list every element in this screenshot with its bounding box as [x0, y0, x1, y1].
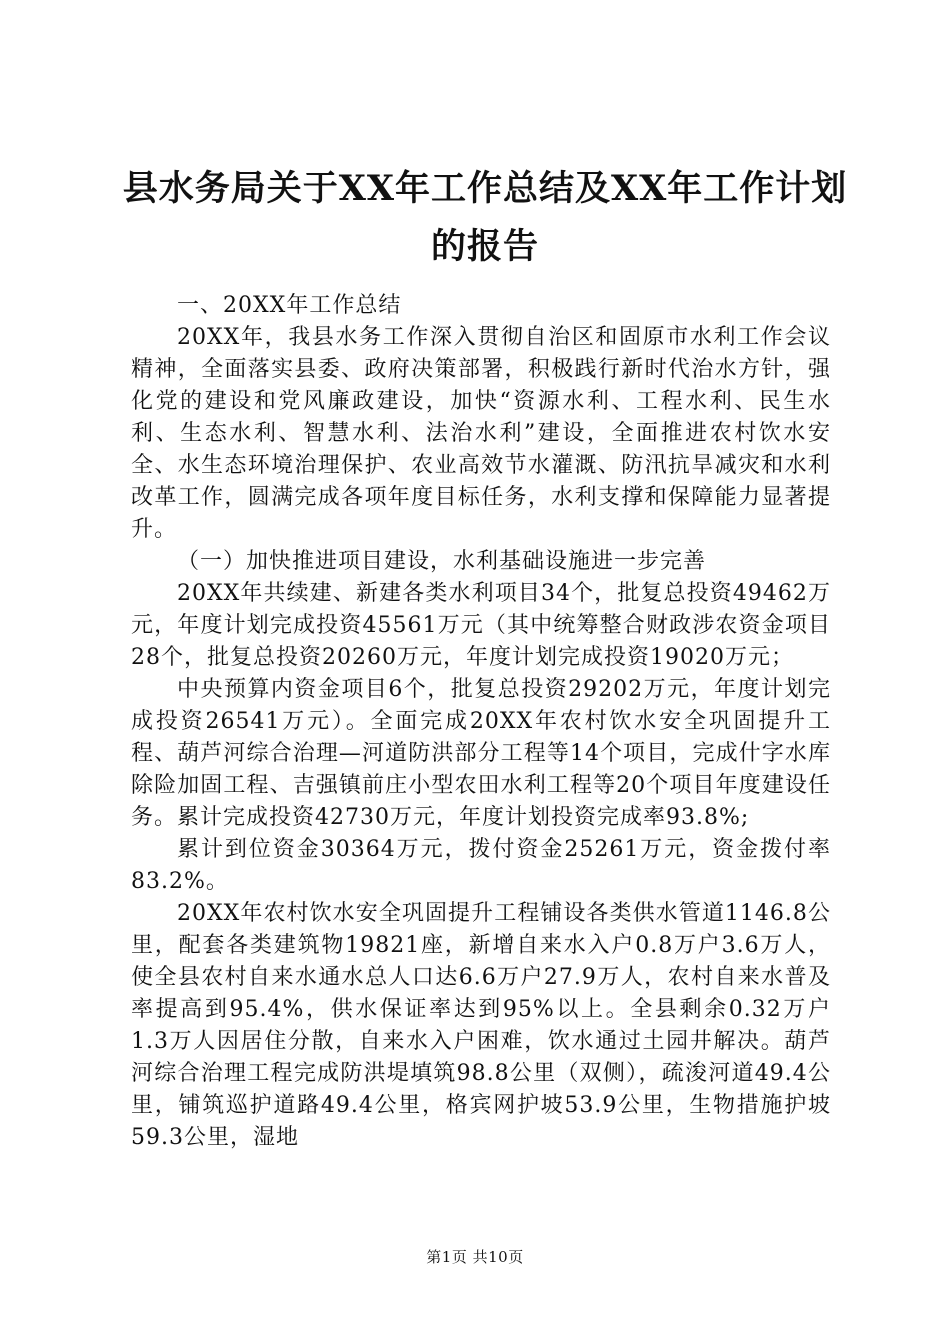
section-heading: 一、20XX年工作总结 [177, 293, 402, 318]
body-paragraph: 中央预算内资金项目6个，批复总投资29202万元，年度计划完成投资26541万元）。全面完成20XX年农村饮水安全巩固提升工程、葫芦河综合治理—河道防洪部分工程等14个项目，完成什字水库除险加固工程、吉强镇前庄小型农田水利工程等20个项目年度建设任务。累计完成投资42730万元，年度计划投资完成率93.8%; [131, 677, 831, 830]
body-paragraph: 20XX年农村饮水安全巩固提升工程铺设各类供水管道1146.8公里，配套各类建筑物19821座，新增自来水入户0.8万户3.6万人，使全县农村自来水通水总人口达6.6万户27.9万人，农村自来水普及率提高到95.4%，供水保证率达到95%以上。全县剩余0.32万户1.3万人因居住分散，自来水入户困难，饮水通过土园井解决。葫芦河综合治理工程完成防洪堤填筑98.8公里（双侧），疏浚河道49.4公里，铺筑巡护道路49.4公里，格宾网护坡53.9公里，生物措施护坡59.3公里，湿地 [131, 901, 831, 1150]
document-title-line-1: 县水务局关于XX年工作总结及XX年工作计划 [122, 168, 848, 209]
subsection-heading: （一）加快推进项目建设，水利基础设施进一步完善 [177, 549, 707, 574]
body-paragraph: 累计到位资金30364万元，拨付资金25261万元，资金拨付率83.2%。 [131, 837, 831, 894]
document-title-line-2: 的报告 [430, 226, 539, 267]
page-number-footer: 第1页 共10页 [426, 1248, 524, 1266]
body-paragraph: 20XX年共续建、新建各类水利项目34个，批复总投资49462万元，年度计划完成投资45561万元（其中统筹整合财政涉农资金项目28个，批复总投资20260万元，年度计划完成投资19020万元； [131, 581, 831, 670]
body-paragraph: 20XX年，我县水务工作深入贯彻自治区和固原市水利工作会议精神，全面落实县委、政府决策部署，积极践行新时代治水方针，强化党的建设和党风廉政建设，加快“资源水利、工程水利、民生水利、生态水利、智慧水利、法治水利”建设，全面推进农村饮水安全、水生态环境治理保护、农业高效节水灌溉、防汛抗旱减灾和水利改革工作，圆满完成各项年度目标任务，水利支撑和保障能力显著提升。 [131, 325, 831, 542]
document-body [131, 290, 831, 1154]
